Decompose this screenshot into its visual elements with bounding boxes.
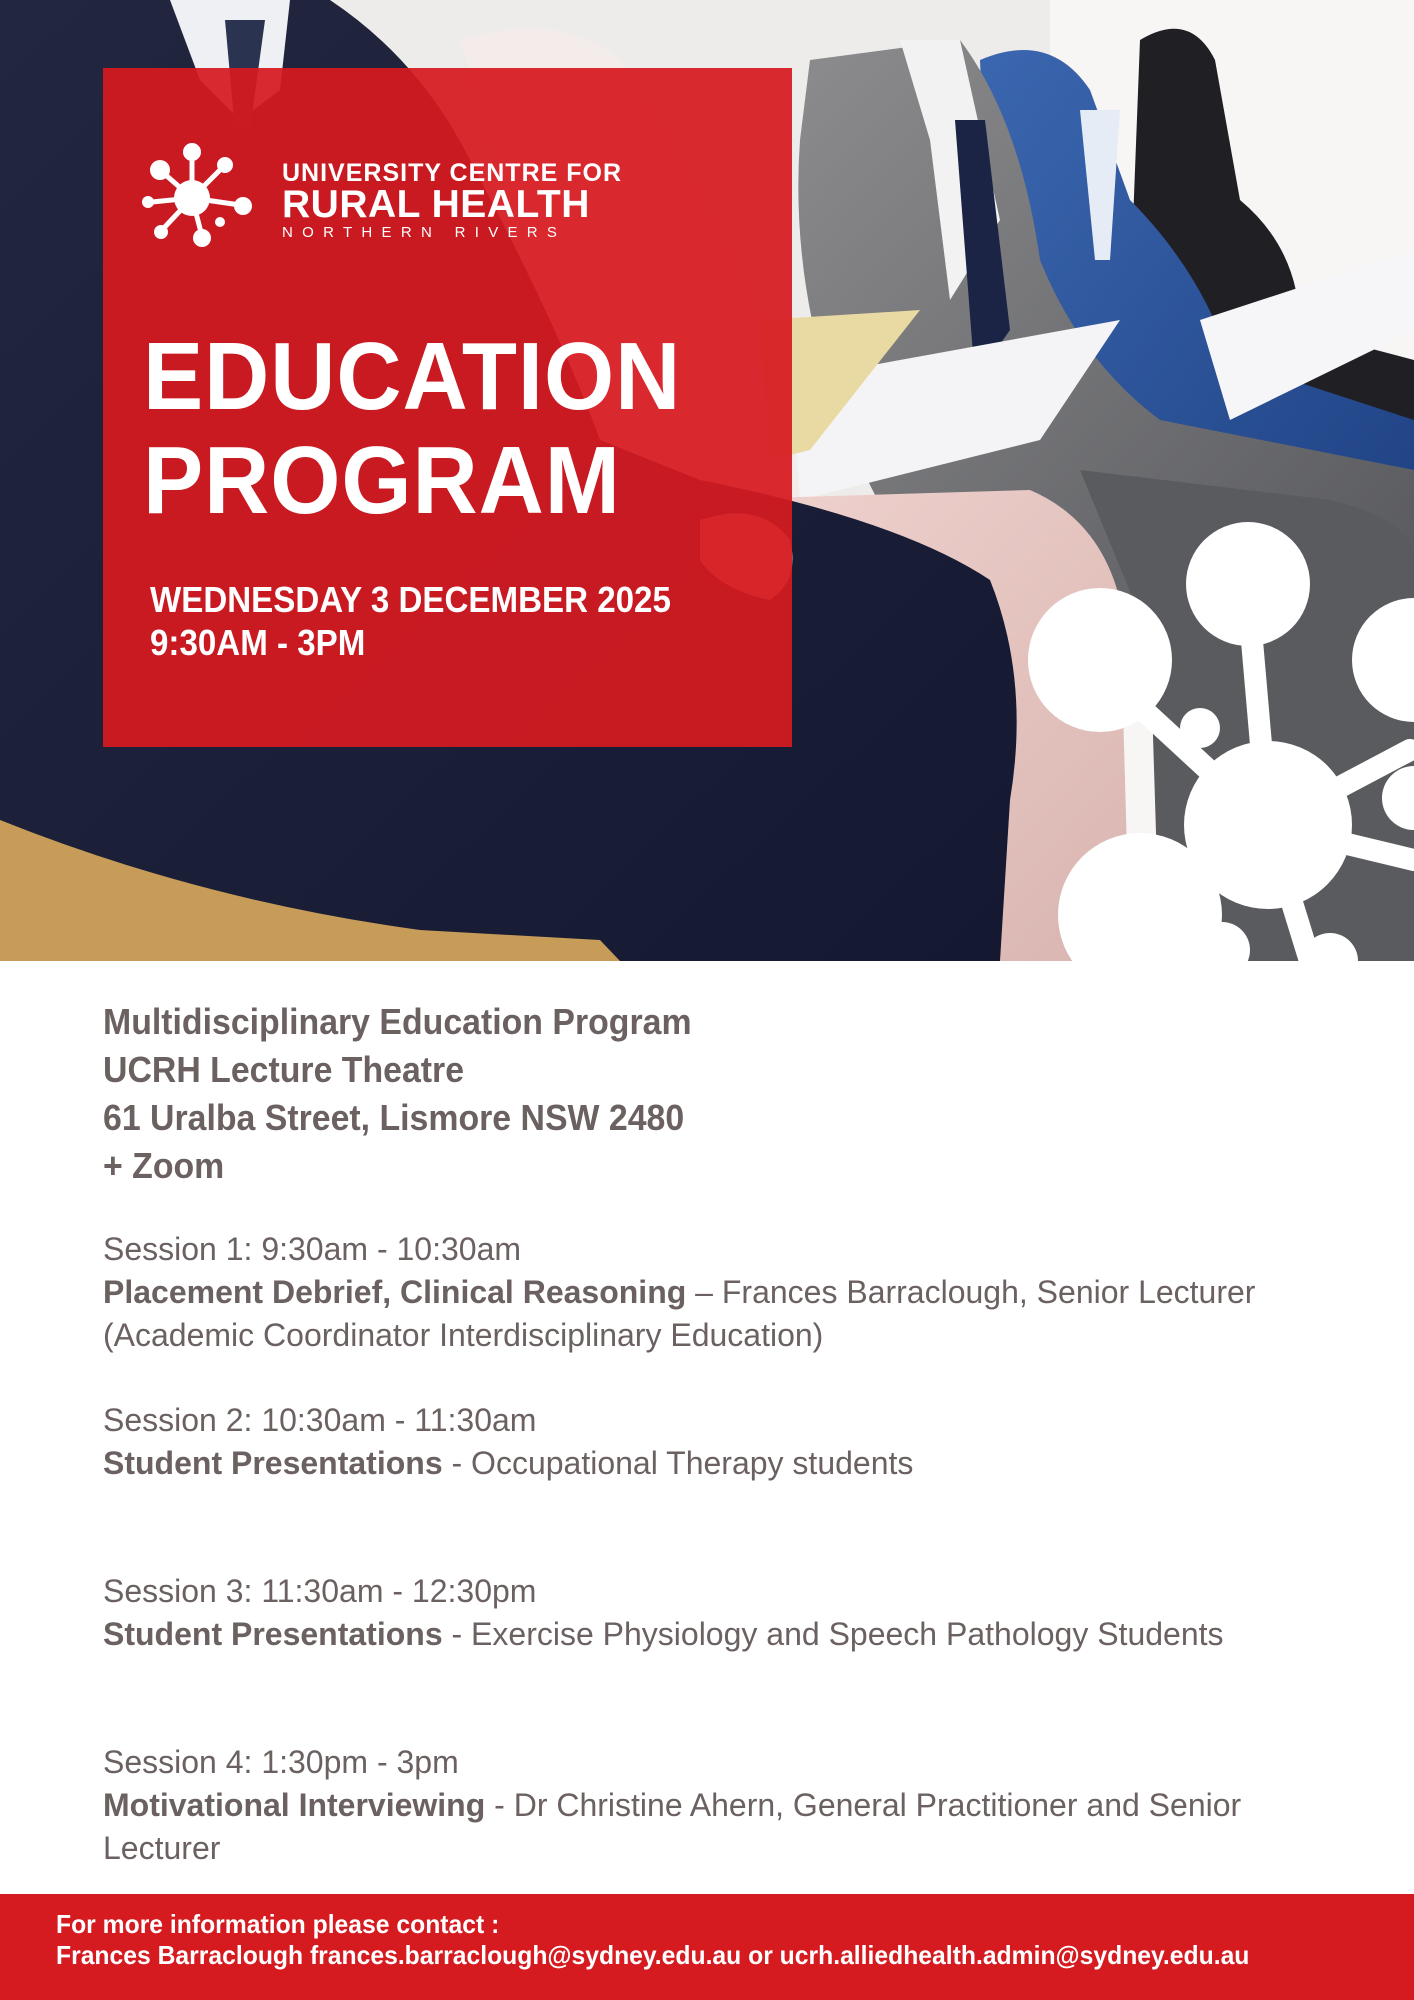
session-separator: - xyxy=(485,1787,514,1823)
page-title xyxy=(143,325,681,533)
session-description xyxy=(103,1442,1313,1485)
session-topic: Student Presentations xyxy=(103,1445,443,1481)
session-time: Session 1: 9:30am - 10:30am xyxy=(103,1231,522,1267)
session-separator: – xyxy=(686,1274,722,1310)
session-presenter: Dr Christine Ahern, General Practitioner and Senior Lecturer xyxy=(103,1787,1242,1866)
session-topic: Placement Debrief, Clinical Reasoning xyxy=(103,1274,687,1310)
session-time: Session 3: 11:30am - 12:30pm xyxy=(103,1573,537,1609)
logo-line-northern-rivers: NORTHERN RIVERS xyxy=(282,224,567,241)
event-date: WEDNESDAY 3 DECEMBER 2025 xyxy=(150,579,671,620)
molecule-decoration-icon xyxy=(990,520,1414,961)
session-description xyxy=(103,1784,1313,1870)
logo-line-university: UNIVERSITY CENTRE FOR xyxy=(282,159,623,187)
hero-banner xyxy=(0,0,1414,961)
session-item xyxy=(103,1228,1313,1357)
venue-details xyxy=(103,998,729,1190)
molecule-logo-icon xyxy=(140,140,255,247)
session-topic: Motivational Interviewing xyxy=(103,1787,486,1823)
session-separator: - xyxy=(442,1445,472,1481)
session-description xyxy=(103,1271,1313,1357)
event-time: 9:30AM - 3PM xyxy=(150,622,366,663)
contact-heading: For more information please contact : xyxy=(56,1909,500,1939)
program-name: Multidisciplinary Education Program xyxy=(103,1001,692,1042)
venue-address: 61 Uralba Street, Lismore NSW 2480 xyxy=(103,1097,685,1138)
session-description xyxy=(103,1613,1313,1656)
logo-line-rural-health: RURAL HEALTH xyxy=(282,183,590,226)
venue-name: UCRH Lecture Theatre xyxy=(103,1049,465,1090)
session-item xyxy=(103,1741,1313,1870)
logo-wordmark xyxy=(282,160,622,242)
session-time: Session 2: 10:30am - 11:30am xyxy=(103,1402,537,1438)
event-date-time xyxy=(150,578,671,664)
title-line-education: EDUCATION xyxy=(143,323,682,430)
title-line-program: PROGRAM xyxy=(143,427,621,534)
venue-online-option: + Zoom xyxy=(103,1145,225,1186)
session-item xyxy=(103,1570,1313,1656)
session-presenter: Frances Barraclough, Senior Lecturer (Academic Coordinator Interdisciplinary Education) xyxy=(103,1274,1256,1353)
session-presenter: Exercise Physiology and Speech Pathology Students xyxy=(471,1616,1224,1652)
session-separator: - xyxy=(442,1616,472,1652)
session-item xyxy=(103,1399,1313,1485)
session-topic: Student Presentations xyxy=(103,1616,443,1652)
contact-details: Frances Barraclough frances.barraclough@sydney.edu.au or ucrh.alliedhealth.admin@sydney.edu.au xyxy=(56,1940,1250,1970)
session-presenter: Occupational Therapy students xyxy=(471,1445,914,1481)
session-time: Session 4: 1:30pm - 3pm xyxy=(103,1744,459,1780)
contact-info xyxy=(56,1909,1312,1971)
